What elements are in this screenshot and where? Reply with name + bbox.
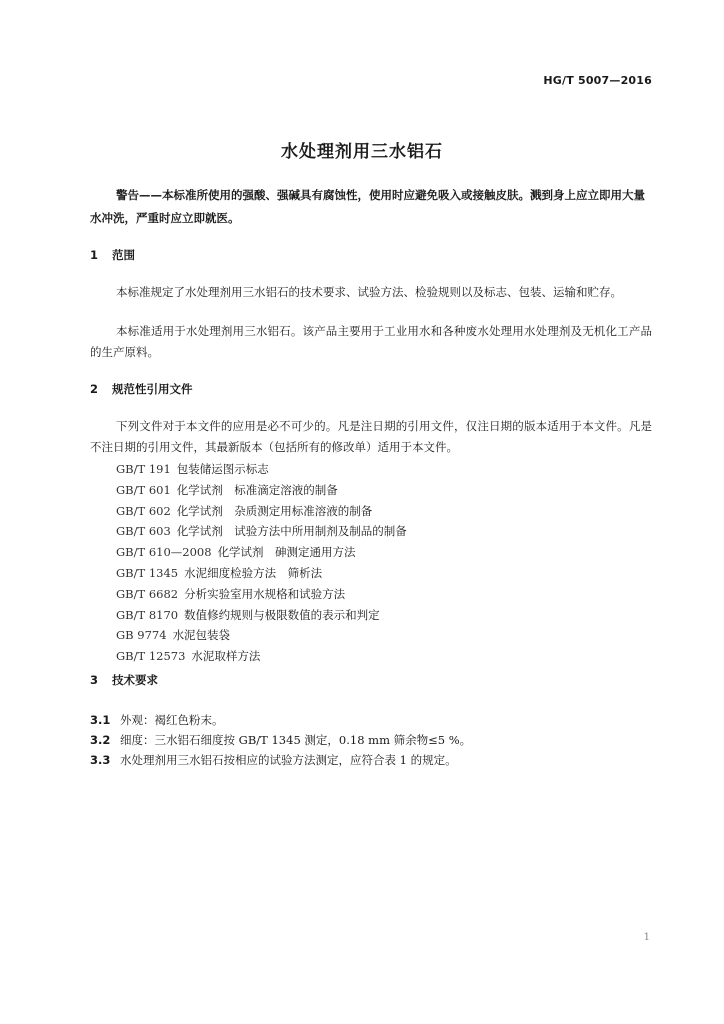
page-number: 1 — [643, 932, 650, 943]
reference-name: 化学试剂 试验方法中所用制剂及制品的制备 — [176, 524, 407, 539]
section-number: 1 — [90, 248, 99, 262]
section-number: 2 — [90, 382, 99, 396]
list-item — [116, 605, 407, 626]
clause-text: 外观：褐红色粉末。 — [120, 713, 224, 727]
list-item — [90, 750, 471, 770]
reference-code: GB/T 610—2008 — [116, 545, 212, 560]
list-item — [90, 730, 471, 750]
section-heading-technical-requirements — [90, 672, 158, 688]
section-heading-scope — [90, 247, 135, 263]
list-item — [116, 459, 407, 480]
section-title: 技术要求 — [112, 673, 158, 687]
reference-name: 分析实验室用水规格和试验方法 — [184, 586, 346, 601]
reference-list — [116, 459, 407, 667]
reference-code: GB/T 6682 — [116, 586, 179, 601]
clause-text: 水处理剂用三水铝石按相应的试验方法测定，应符合表 1 的规定。 — [120, 753, 457, 767]
list-item — [116, 625, 407, 646]
clause-number: 3.3 — [90, 753, 111, 767]
reference-name: 包装储运图示标志 — [176, 462, 269, 476]
warning-paragraph: 警告——本标准所使用的强酸、强碱具有腐蚀性，使用时应避免吸入或接触皮肤。溅到身上应立即用大量水冲洗，严重时应立即就医。 — [90, 188, 645, 225]
document-title: 水处理剂用三水铝石 — [281, 142, 443, 162]
list-item — [116, 563, 407, 584]
section-title: 范围 — [112, 248, 135, 262]
section-heading-normative-references — [90, 381, 193, 397]
standard-code: HG/T 5007—2016 — [543, 74, 652, 87]
requirements-list — [90, 710, 471, 770]
reference-code: GB/T 12573 — [116, 649, 186, 664]
list-item — [116, 542, 407, 563]
clause-number: 3.1 — [90, 713, 111, 727]
reference-code: GB/T 191 — [116, 462, 171, 476]
list-item — [116, 480, 407, 501]
section-title: 规范性引用文件 — [112, 382, 193, 396]
reference-name: 水泥包装袋 — [172, 628, 231, 643]
scope-paragraph-1: 本标准规定了水处理剂用三水铝石的技术要求、试验方法、检验规则以及标志、包装、运输和贮存。 — [116, 285, 622, 299]
section-number: 3 — [90, 673, 99, 687]
reference-code: GB/T 602 — [116, 503, 171, 518]
reference-code: GB/T 603 — [116, 524, 171, 539]
reference-name: 水泥细度检验方法 筛析法 — [184, 565, 323, 580]
list-item — [116, 646, 407, 667]
clause-text: 细度：三水铝石细度按 GB/T 1345 测定，0.18 mm 筛余物≤5 %。 — [120, 733, 472, 747]
list-item — [116, 584, 407, 605]
normative-references-intro: 下列文件对于本文件的应用是必不可少的。凡是注日期的引用文件，仅注日期的版本适用于本文件。凡是不注日期的引用文件，其最新版本（包括所有的修改单）适用于本文件。 — [90, 419, 652, 454]
reference-name: 化学试剂 砷测定通用方法 — [217, 545, 356, 560]
list-item — [90, 710, 471, 730]
list-item — [116, 521, 407, 542]
scope-paragraph-2: 本标准适用于水处理剂用三水铝石。该产品主要用于工业用水和各种废水处理用水处理剂及无机化工产品的生产原料。 — [90, 324, 652, 359]
reference-name: 化学试剂 标准滴定溶液的制备 — [176, 482, 338, 497]
reference-code: GB/T 601 — [116, 482, 171, 497]
reference-code: GB/T 8170 — [116, 607, 179, 622]
reference-code: GB/T 1345 — [116, 565, 179, 580]
list-item — [116, 501, 407, 522]
reference-name: 数值修约规则与极限数值的表示和判定 — [184, 607, 380, 622]
reference-code: GB 9774 — [116, 628, 167, 643]
reference-name: 化学试剂 杂质测定用标准溶液的制备 — [176, 503, 373, 518]
clause-number: 3.2 — [90, 733, 111, 747]
reference-name: 水泥取样方法 — [191, 649, 261, 664]
